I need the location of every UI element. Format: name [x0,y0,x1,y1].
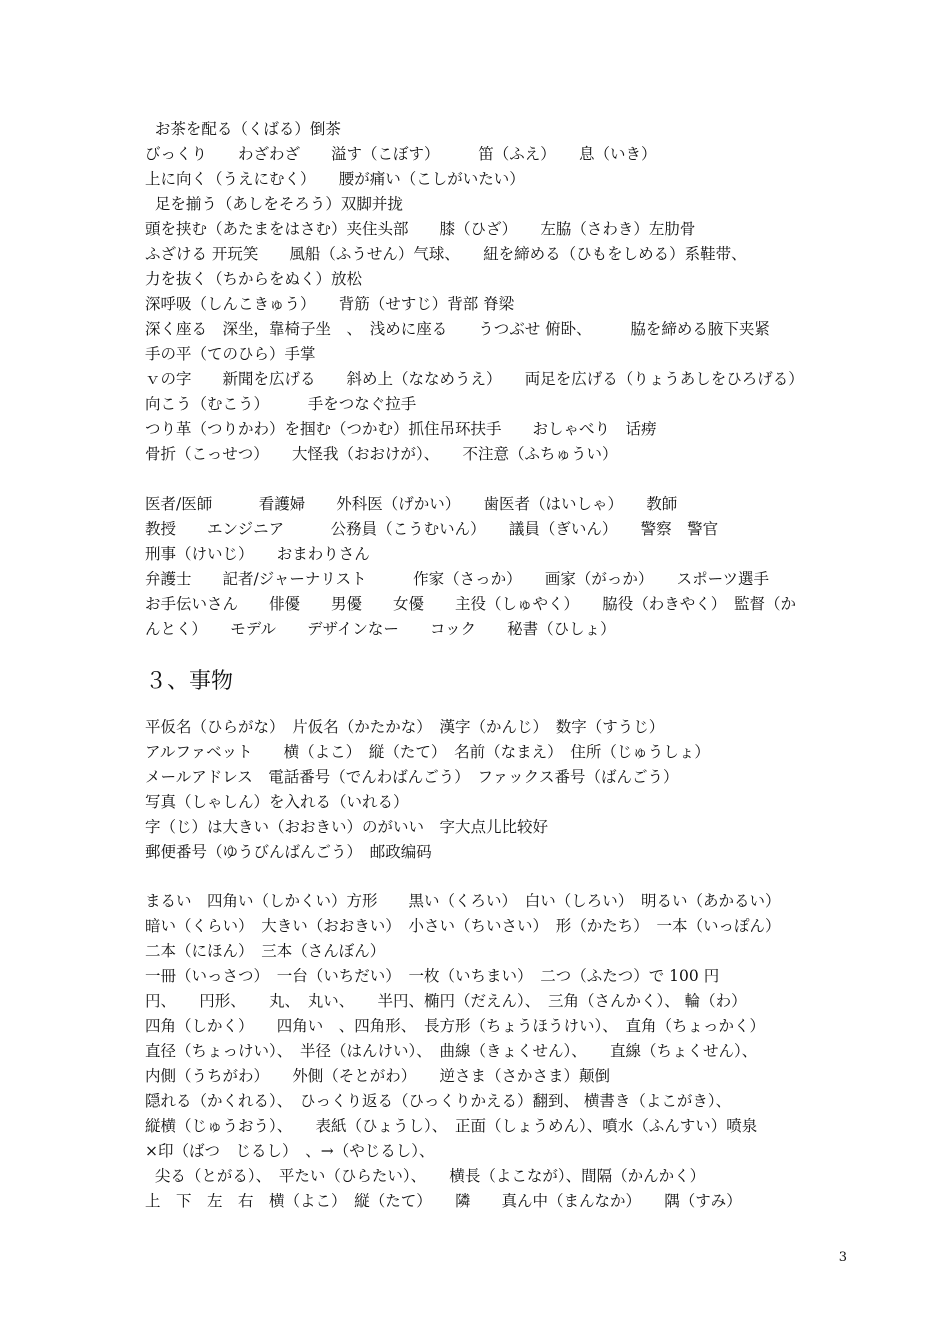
text-line: 直径（ちょっけい）、 半径（はんけい）、 曲線（きょくせん）、 直線（ちょくせん）、 [145,1042,758,1060]
text-line: 一冊（いっさつ） 一台（いちだい） 一枚（いちまい） 二つ（ふたつ）で 100 円 [145,967,720,985]
occupation-line: 弁護士 記者/ジャーナリスト 作家（さっか） 画家（がっか） スポーツ選手 [145,570,769,588]
text-line: ×印（ばつ じるし） 、→（やじるし）、 [145,1142,435,1160]
text-line: 上 下 左 右 横（よこ） 縦（たて） 隣 真ん中（まんなか） 隅（すみ） [145,1192,742,1210]
page-number: 3 [838,1250,847,1265]
text-line: ｖの字 新聞を広げる 斜め上（ななめうえ） 両足を広げる（りょうあしをひろげる） [145,370,804,388]
text-line: 平仮名（ひらがな） 片仮名（かたかな） 漢字（かんじ） 数字（すうじ） [145,718,665,736]
text-line: 力を抜く（ちからをぬく）放松 [145,270,363,288]
text-line: 骨折（こっせつ） 大怪我（おおけが）、 不注意（ふちゅうい） [145,445,618,463]
text-line: 手の平（てのひら）手掌 [145,345,316,363]
text-line: 字（じ）は大きい（おおきい）のがいい 字大点儿比较好 [145,818,549,836]
text-line: まるい 四角い（しかくい）方形 黒い（くろい） 白い（しろい） 明るい（あかるい） [145,892,781,910]
text-line: 足を揃う（あしをそろう）双脚并拢 [145,195,403,213]
text-line: びっくり わざわざ 溢す（こぼす） 笛（ふえ） 息（いき） [145,145,657,163]
text-line: つり革（つりかわ）を掴む（つかむ）抓住吊环扶手 おしゃべり 话痨 [145,420,657,438]
text-line: 縦横（じゅうおう）、 表紙（ひょうし）、 正面（しょうめん）、噴水（ふんすい）喷泉 [145,1117,758,1135]
occupation-line: お手伝いさん 俳優 男優 女優 主役（しゅやく） 脇役（わきやく） 監督（か [145,595,797,613]
text-line: 深呼吸（しんこきゅう） 背筋（せすじ）背部 脊梁 [145,295,515,313]
text-line: 向こう（むこう） 手をつなぐ拉手 [145,395,417,413]
text-line: 写真（しゃしん）を入れる（いれる） [145,793,409,811]
occupation-line: 刑事（けいじ） おまわりさん [145,545,370,563]
text-line: 尖る（とがる）、 平たい（ひらたい）、 横長（よこなが）、間隔（かんかく） [145,1167,706,1185]
text-line: 内側（うちがわ） 外側（そとがわ） 逆さま（さかさま）颠倒 [145,1067,611,1085]
text-line: お茶を配る（くばる）倒茶 [145,120,341,138]
text-line: 頭を挟む（あたまをはさむ）夹住头部 膝（ひざ） 左脇（さわき）左肋骨 [145,220,696,238]
occupation-line: 医者/医師 看護婦 外科医（げかい） 歯医者（はいしゃ） 教師 [145,495,678,513]
occupation-line: んとく） モデル デザインなー コック 秘書（ひしょ） [145,620,616,638]
text-line: 暗い（くらい） 大きい（おおきい） 小さい（ちいさい） 形（かたち） 一本（いっぽん） [145,917,781,935]
text-line: 上に向く（うえにむく） 腰が痛い（こしがいたい） [145,170,525,188]
text-line: メールアドレス 電話番号（でんわばんごう） ファックス番号（ばんごう） [145,768,679,786]
text-line: 深く座る 深坐，靠椅子坐 、 浅めに座る うつぶせ 俯卧、 脇を締める腋下夹紧 [145,320,770,338]
text-line: 二本（にほん） 三本（さんぼん） [145,942,386,960]
text-line: ふざける 开玩笑 風船（ふうせん）气球、 紐を締める（ひもをしめる）系鞋带、 [145,245,747,263]
text-line: 四角（しかく） 四角い 、四角形、 長方形（ちょうほうけい）、 直角（ちょっかく） [145,1017,766,1035]
text-line: 隠れる（かくれる）、 ひっくり返る（ひっくりかえる）翻到、 横書き（よこがき）、 [145,1092,732,1110]
text-line: アルファベット 横（よこ） 縦（たて） 名前（なまえ） 住所（じゅうしょ） [145,743,710,761]
section-heading: ３、事物 [145,669,234,694]
text-line: 円、 円形、 丸、 丸い、 半円、椭円（だえん）、 三角（さんかく）、 輪（わ） [145,992,747,1010]
text-line: 郵便番号（ゆうびんばんごう） 邮政编码 [145,843,432,861]
occupation-line: 教授 エンジニア 公務員（こうむいん） 議員（ぎいん） 警察 警官 [145,520,719,538]
